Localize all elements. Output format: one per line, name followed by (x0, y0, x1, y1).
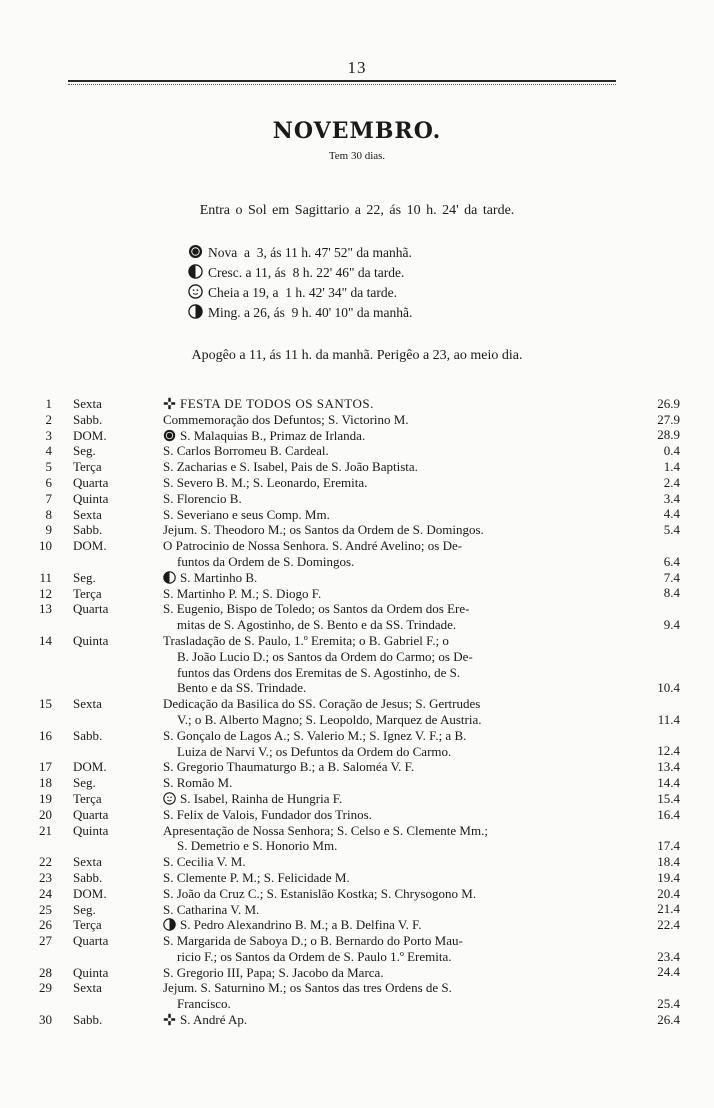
moon-age: 6.4 (663, 553, 680, 569)
month-title: NOVEMBRO. (272, 118, 442, 144)
moon-phase-row (188, 303, 548, 323)
day-row (30, 917, 680, 933)
moon-phase-text: Cheia a 19, a 1 h. 42' 34" da tarde. (208, 285, 398, 300)
weekday: Sexta (73, 506, 102, 522)
saints-line (163, 475, 628, 491)
day-row (30, 759, 680, 775)
saints-line (163, 949, 628, 965)
weekday: Quinta (73, 822, 109, 838)
weekday: DOM. (73, 885, 107, 901)
saints-line (163, 980, 628, 996)
saints-line-text: Commemoração dos Defuntos; S. Victorino M. (163, 411, 409, 427)
saints-line-text: funtos da Ordem de S. Domingos. (177, 553, 355, 569)
saints-line-text: S. Catharina V. M. (163, 901, 260, 917)
saints-line (163, 649, 628, 665)
day-number: 30 (39, 1012, 52, 1028)
saints-line (163, 633, 628, 649)
day-number: 2 (45, 411, 52, 427)
moon-age: 14.4 (657, 774, 680, 790)
day-number: 15 (39, 696, 52, 712)
day-row (30, 601, 680, 633)
weekday: Sabb. (73, 522, 103, 538)
moon-age: 16.4 (657, 806, 680, 822)
day-number: 24 (39, 885, 52, 901)
saints-line-text: S. Eugenio, Bispo de Toledo; os Santos da Ordem dos Ere- (163, 601, 470, 617)
saints-line-text: FESTA DE TODOS OS SANTOS. (180, 396, 374, 411)
day-row (30, 728, 680, 760)
day-saints (163, 570, 628, 586)
day-row (30, 791, 680, 807)
moon-age: 17.4 (657, 838, 680, 854)
saints-line (163, 459, 628, 475)
moon-phase-text: Cresc. a 11, ás 8 h. 22' 46" da tarde. (208, 265, 405, 280)
day-row (30, 570, 680, 586)
saints-line-text: S. Florencio B. (163, 490, 242, 506)
saints-line-text: V.; o B. Alberto Magno; S. Leopoldo, Marquez de Austria. (177, 711, 482, 727)
day-row (30, 428, 680, 444)
saints-line (163, 696, 628, 712)
first-quarter-icon (188, 264, 203, 279)
sun-entry: Entra o Sol em Sagittario a 22, ás 10 h. 24' da tarde. (199, 203, 515, 218)
saints-line (163, 933, 628, 949)
saints-line (163, 507, 628, 523)
weekday: Seg. (73, 901, 96, 917)
day-saints (163, 459, 628, 475)
day-number: 6 (45, 474, 52, 490)
weekday: Quarta (73, 806, 109, 822)
moon-age: 2.4 (663, 474, 680, 490)
first-quarter-icon (163, 571, 176, 584)
weekday: Sabb. (73, 1012, 103, 1028)
day-saints (163, 428, 628, 444)
day-row (30, 696, 680, 728)
saints-line-text: S. Felix de Valois, Fundador dos Trinos. (163, 806, 372, 822)
day-row (30, 396, 680, 412)
moon-age: 15.4 (657, 790, 680, 806)
moon-age: 8.4 (663, 585, 680, 601)
saints-line (163, 728, 628, 744)
full-moon-icon (188, 284, 203, 299)
saints-line (163, 775, 628, 791)
moon-age: 10.4 (657, 680, 680, 696)
day-row (30, 870, 680, 886)
day-number: 9 (45, 522, 52, 538)
saints-line-text: O Patrocinio de Nossa Senhora. S. André Avelino; os De- (163, 538, 463, 554)
day-number: 13 (39, 601, 52, 617)
day-row (30, 491, 680, 507)
moon-age: 22.4 (657, 917, 680, 933)
weekday: Seg. (73, 569, 96, 585)
day-number: 20 (39, 806, 52, 822)
saints-line-text: S. João da Cruz C.; S. Estanislão Kostka; S. Chrysogono M. (163, 885, 477, 901)
day-number: 4 (45, 443, 52, 459)
day-saints (163, 917, 628, 933)
weekday: Sexta (73, 854, 102, 870)
day-number: 18 (39, 775, 52, 791)
day-number: 7 (45, 490, 52, 506)
header-rule (68, 80, 616, 82)
saints-line-text: S. Malaquias B., Primaz de Irlanda. (180, 427, 366, 443)
saints-line (163, 680, 628, 696)
moon-age: 5.4 (663, 522, 680, 538)
saints-line-text: S. Severiano e seus Comp. Mm. (163, 506, 330, 522)
day-row (30, 807, 680, 823)
moon-age: 26.9 (657, 395, 680, 411)
weekday: Terça (73, 459, 102, 475)
weekday: Quinta (73, 632, 109, 648)
day-saints (163, 1012, 628, 1028)
weekday: DOM. (73, 759, 107, 775)
moon-age: 25.4 (657, 996, 680, 1012)
weekday: Sabb. (73, 727, 103, 743)
day-saints (163, 980, 628, 1012)
day-saints (163, 933, 628, 965)
saints-line-text: S. Margarida de Saboya D.; o B. Bernardo do Porto Mau- (163, 933, 463, 949)
saints-line (163, 601, 628, 617)
weekday: Quarta (73, 474, 109, 490)
saints-line (163, 428, 628, 444)
weekday: Terça (73, 917, 102, 933)
saints-line-text: S. Gregorio Thaumaturgo B.; a B. Saloméa V. F. (163, 759, 415, 775)
moon-phase-row (188, 283, 548, 303)
saints-line (163, 396, 628, 412)
day-row (30, 522, 680, 538)
saints-line (163, 665, 628, 681)
saints-line-text: S. Zacharias e S. Isabel, Pais de S. João Baptista. (163, 459, 418, 475)
day-number: 28 (39, 964, 52, 980)
last-quarter-icon (188, 304, 203, 319)
day-number: 10 (39, 538, 52, 554)
new-moon-icon (163, 429, 176, 442)
saints-line (163, 538, 628, 554)
day-saints (163, 443, 628, 459)
day-saints (163, 522, 628, 538)
moon-age: 1.4 (663, 458, 680, 474)
day-number: 11 (39, 569, 52, 585)
full-moon-icon (163, 792, 176, 805)
day-saints (163, 601, 628, 633)
day-saints (163, 791, 628, 807)
day-number: 22 (39, 854, 52, 870)
weekday: DOM. (73, 538, 107, 554)
saints-line-text: ricio F.; os Santos da Ordem de S. Paulo 1.º Eremita. (177, 948, 452, 964)
weekday: Sabb. (73, 869, 103, 885)
day-saints (163, 728, 628, 760)
day-saints (163, 775, 628, 791)
saints-line-text: S. Severo B. M.; S. Leonardo, Eremita. (163, 474, 368, 490)
saints-line (163, 996, 628, 1012)
day-saints (163, 475, 628, 491)
day-row (30, 507, 680, 523)
moon-age: 9.4 (663, 616, 680, 632)
saints-line (163, 965, 628, 981)
day-row (30, 475, 680, 491)
moon-age: 26.4 (657, 1011, 680, 1027)
day-number: 21 (39, 822, 52, 838)
day-saints (163, 823, 628, 855)
moon-age: 0.4 (663, 443, 680, 459)
saints-line-text: S. Isabel, Rainha de Hungria F. (180, 790, 343, 806)
moon-age: 12.4 (657, 743, 680, 759)
day-number: 5 (45, 459, 52, 475)
day-row (30, 902, 680, 918)
moon-phase-row (188, 243, 548, 263)
moon-age: 28.9 (657, 427, 680, 443)
day-saints (163, 538, 628, 570)
weekday: Terça (73, 790, 102, 806)
saints-line-text: S. Demetrio e S. Honorio Mm. (177, 838, 338, 854)
moon-phases (188, 243, 548, 323)
saints-line-text: Trasladação de S. Paulo, 1.º Eremita; o B. Gabriel F.; o (163, 632, 449, 648)
day-number: 14 (39, 632, 52, 648)
moon-phase-row (188, 263, 548, 283)
day-row (30, 538, 680, 570)
day-number: 17 (39, 759, 52, 775)
moon-age: 20.4 (657, 885, 680, 901)
weekday: Terça (73, 585, 102, 601)
saints-line (163, 570, 628, 586)
moon-age: 18.4 (657, 853, 680, 869)
day-saints (163, 633, 628, 696)
saints-line-text: S. Gonçalo de Lagos A.; S. Valerio M.; S. Ignez V. F.; a B. (163, 727, 467, 743)
day-row (30, 633, 680, 696)
saints-line-text: Bento e da SS. Trindade. (177, 680, 307, 696)
day-row (30, 459, 680, 475)
days-count: Tem 30 dias. (328, 150, 386, 162)
saints-line (163, 759, 628, 775)
weekday: DOM. (73, 427, 107, 443)
saints-line-text: S. Clemente P. M.; S. Felicidade M. (163, 869, 350, 885)
last-quarter-icon (163, 918, 176, 931)
saints-line (163, 586, 628, 602)
day-row (30, 412, 680, 428)
new-moon-icon (188, 244, 203, 259)
day-row (30, 980, 680, 1012)
saints-line-text: S. Martinho B. (180, 569, 258, 585)
cross-icon (163, 1013, 176, 1026)
day-number: 19 (39, 790, 52, 806)
saints-line (163, 807, 628, 823)
day-saints (163, 902, 628, 918)
day-saints (163, 696, 628, 728)
weekday: Quinta (73, 964, 109, 980)
saints-line (163, 744, 628, 760)
day-saints (163, 396, 628, 412)
day-number: 1 (45, 396, 52, 411)
moon-age: 21.4 (657, 901, 680, 917)
saints-line-text: S. Carlos Borromeu B. Cardeal. (163, 443, 329, 459)
day-saints (163, 886, 628, 902)
weekday: Quarta (73, 601, 109, 617)
saints-line-text: funtos das Ordens dos Eremitas de S. Agostinho, de S. (177, 664, 461, 680)
page-number: 13 (347, 58, 367, 77)
day-number: 25 (39, 901, 52, 917)
day-row (30, 886, 680, 902)
moon-phase-text: Ming. a 26, ás 9 h. 40' 10" da manhã. (208, 305, 413, 320)
saints-line-text: Francisco. (177, 996, 231, 1012)
weekday: Sexta (73, 396, 102, 411)
day-row (30, 775, 680, 791)
weekday: Sabb. (73, 411, 103, 427)
day-number: 26 (39, 917, 52, 933)
day-number: 27 (39, 933, 52, 949)
day-number: 12 (39, 585, 52, 601)
day-number: 8 (45, 506, 52, 522)
saints-line (163, 412, 628, 428)
day-saints (163, 412, 628, 428)
saints-line (163, 854, 628, 870)
day-number: 23 (39, 869, 52, 885)
saints-line-text: S. Pedro Alexandrino B. M.; a B. Delfina V. F. (180, 917, 422, 933)
weekday: Seg. (73, 775, 96, 791)
moon-age: 23.4 (657, 948, 680, 964)
saints-line-text: B. João Lucio D.; os Santos da Ordem do Carmo; os De- (177, 648, 473, 664)
day-row (30, 586, 680, 602)
saints-line-text: mitas de S. Agostinho, de S. Bento e da SS. Trindade. (177, 617, 457, 633)
day-row (30, 1012, 680, 1028)
weekday: Quarta (73, 933, 109, 949)
saints-line-text: S. Romão M. (163, 775, 233, 791)
apsides: Apogêo a 11, ás 11 h. da manhã. Perigêo a 23, ao meio dia. (191, 348, 523, 363)
saints-line (163, 554, 628, 570)
saints-line-text: S. Martinho P. M.; S. Diogo F. (163, 585, 322, 601)
moon-age: 19.4 (657, 869, 680, 885)
day-number: 16 (39, 727, 52, 743)
weekday: Seg. (73, 443, 96, 459)
moon-age: 4.4 (663, 506, 680, 522)
moon-age: 3.4 (663, 490, 680, 506)
saints-line-text: S. André Ap. (180, 1012, 248, 1028)
saints-line (163, 886, 628, 902)
saints-line-text: Luiza de Narvi V.; os Defuntos da Ordem do Carmo. (177, 743, 452, 759)
day-saints (163, 807, 628, 823)
moon-phase-text: Nova a 3, ás 11 h. 47' 52" da manhã. (208, 245, 412, 260)
day-number: 3 (45, 427, 52, 443)
saints-line-text: Jejum. S. Saturnino M.; os Santos das tres Ordens de S. (163, 980, 452, 996)
saints-line (163, 617, 628, 633)
weekday: Sexta (73, 980, 102, 996)
moon-age: 27.9 (657, 411, 680, 427)
day-saints (163, 965, 628, 981)
saints-line-text: S. Cecilia V. M. (163, 854, 246, 870)
day-row (30, 854, 680, 870)
saints-line (163, 791, 628, 807)
cross-icon (163, 397, 176, 410)
saints-line-text: S. Gregorio III, Papa; S. Jacobo da Marca. (163, 964, 384, 980)
day-saints (163, 870, 628, 886)
moon-age: 7.4 (663, 569, 680, 585)
saints-line (163, 838, 628, 854)
day-saints (163, 491, 628, 507)
day-row (30, 965, 680, 981)
day-row (30, 823, 680, 855)
moon-age: 11.4 (657, 711, 680, 727)
day-saints (163, 586, 628, 602)
saints-line-text: Apresentação de Nossa Senhora; S. Celso e S. Clemente Mm.; (163, 822, 488, 838)
saints-line-text: Jejum. S. Theodoro M.; os Santos da Ordem de S. Domingos. (163, 522, 484, 538)
saints-line (163, 902, 628, 918)
saints-line (163, 1012, 628, 1028)
saints-line (163, 491, 628, 507)
day-saints (163, 759, 628, 775)
day-row (30, 933, 680, 965)
day-saints (163, 854, 628, 870)
weekday: Quinta (73, 490, 109, 506)
saints-line (163, 917, 628, 933)
saints-line (163, 870, 628, 886)
day-number: 29 (39, 980, 52, 996)
moon-age: 13.4 (657, 759, 680, 775)
header-rule-dotted (68, 84, 616, 85)
saints-line-text: Dedicação da Basilica do SS. Coração de Jesus; S. Gertrudes (163, 696, 481, 712)
saints-line (163, 443, 628, 459)
saints-line (163, 823, 628, 839)
saints-line (163, 712, 628, 728)
day-list (30, 396, 680, 1028)
day-row (30, 443, 680, 459)
day-saints (163, 507, 628, 523)
weekday: Sexta (73, 696, 102, 712)
moon-age: 24.4 (657, 964, 680, 980)
saints-line (163, 522, 628, 538)
